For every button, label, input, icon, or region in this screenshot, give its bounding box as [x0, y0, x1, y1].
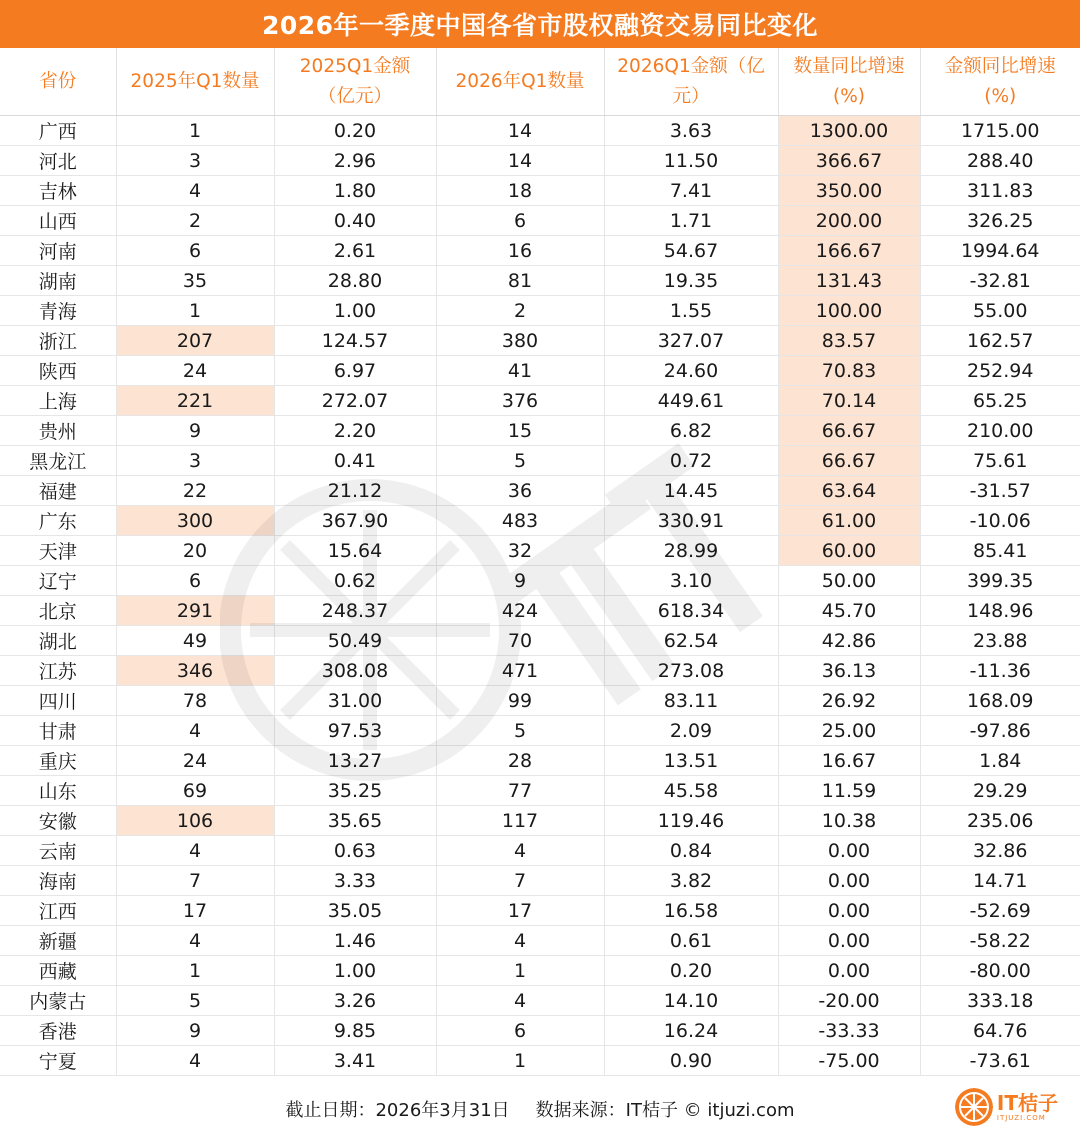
- table-cell: 65.25: [920, 386, 1080, 416]
- province-cell: 海南: [0, 866, 116, 896]
- table-cell: 19.35: [604, 266, 778, 296]
- table-row: [0, 206, 1080, 236]
- table-cell: 4: [116, 926, 274, 956]
- table-cell: 1.00: [274, 296, 436, 326]
- table-cell: 0.00: [778, 896, 920, 926]
- table-cell: 60.00: [778, 536, 920, 566]
- table-cell: 32.86: [920, 836, 1080, 866]
- column-header: [274, 48, 436, 116]
- table-cell: 35: [116, 266, 274, 296]
- table-cell: 6.97: [274, 356, 436, 386]
- table-cell: 327.07: [604, 326, 778, 356]
- table-cell: 131.43: [778, 266, 920, 296]
- table-cell: 54.67: [604, 236, 778, 266]
- province-cell: 河南: [0, 236, 116, 266]
- table-cell: 70: [436, 626, 604, 656]
- table-cell: 69: [116, 776, 274, 806]
- table-cell: 24: [116, 746, 274, 776]
- table-cell: 16.24: [604, 1016, 778, 1046]
- table-cell: 4: [116, 836, 274, 866]
- table-row: [0, 656, 1080, 686]
- table-cell: 75.61: [920, 446, 1080, 476]
- province-cell: 甘肃: [0, 716, 116, 746]
- table-cell: 3.41: [274, 1046, 436, 1076]
- table-cell: 36: [436, 476, 604, 506]
- table-cell: 16.58: [604, 896, 778, 926]
- table-cell: 99: [436, 686, 604, 716]
- table-cell: 0.20: [604, 956, 778, 986]
- table-cell: 2: [436, 296, 604, 326]
- table-cell: 3: [116, 146, 274, 176]
- table-cell: 29.29: [920, 776, 1080, 806]
- table-cell: 4: [436, 926, 604, 956]
- table-cell: 1: [116, 116, 274, 146]
- table-row: [0, 1046, 1080, 1076]
- table-cell: 18: [436, 176, 604, 206]
- table-row: [0, 446, 1080, 476]
- table-cell: 21.12: [274, 476, 436, 506]
- column-header-line: 2025Q1金额: [299, 55, 411, 77]
- table-row: [0, 716, 1080, 746]
- table-cell: 7: [436, 866, 604, 896]
- province-cell: 吉林: [0, 176, 116, 206]
- table-cell: 11.50: [604, 146, 778, 176]
- table-cell: 6: [436, 206, 604, 236]
- province-cell: 北京: [0, 596, 116, 626]
- table-cell: 1.71: [604, 206, 778, 236]
- province-cell: 湖北: [0, 626, 116, 656]
- column-header-line: 2026Q1金额（亿: [617, 55, 765, 77]
- table-cell: 17: [116, 896, 274, 926]
- table-row: [0, 1016, 1080, 1046]
- table-row: [0, 476, 1080, 506]
- logo-url: ITJUZI.COM: [996, 1113, 1046, 1122]
- table-cell: 50.00: [778, 566, 920, 596]
- table-cell: 2.61: [274, 236, 436, 266]
- table-cell: 4: [116, 716, 274, 746]
- table-cell: 288.40: [920, 146, 1080, 176]
- table-cell: 1715.00: [920, 116, 1080, 146]
- table-cell: 26.92: [778, 686, 920, 716]
- table-cell: -52.69: [920, 896, 1080, 926]
- table-cell: 4: [116, 176, 274, 206]
- province-cell: 内蒙古: [0, 986, 116, 1016]
- table-row: [0, 416, 1080, 446]
- data-table: [0, 48, 1080, 1076]
- table-cell: 55.00: [920, 296, 1080, 326]
- table-cell: 9.85: [274, 1016, 436, 1046]
- table-cell: 330.91: [604, 506, 778, 536]
- province-cell: 四川: [0, 686, 116, 716]
- table-cell: 0.84: [604, 836, 778, 866]
- table-cell: 14.71: [920, 866, 1080, 896]
- table-cell: 300: [116, 506, 274, 536]
- province-cell: 天津: [0, 536, 116, 566]
- table-row: [0, 866, 1080, 896]
- table-cell: 6: [116, 566, 274, 596]
- table-cell: 13.27: [274, 746, 436, 776]
- table-cell: 28.80: [274, 266, 436, 296]
- table-cell: 117: [436, 806, 604, 836]
- table-cell: 7: [116, 866, 274, 896]
- table-row: [0, 686, 1080, 716]
- province-cell: 贵州: [0, 416, 116, 446]
- table-cell: 3.82: [604, 866, 778, 896]
- table-cell: 35.25: [274, 776, 436, 806]
- header-row: [0, 48, 1080, 116]
- table-cell: 66.67: [778, 416, 920, 446]
- table-cell: 1.00: [274, 956, 436, 986]
- province-cell: 河北: [0, 146, 116, 176]
- table-cell: 424: [436, 596, 604, 626]
- table-cell: 16.67: [778, 746, 920, 776]
- table-cell: 66.67: [778, 446, 920, 476]
- table-row: [0, 986, 1080, 1016]
- province-cell: 上海: [0, 386, 116, 416]
- table-cell: 14: [436, 146, 604, 176]
- table-cell: 17: [436, 896, 604, 926]
- table-cell: 618.34: [604, 596, 778, 626]
- table-cell: 0.90: [604, 1046, 778, 1076]
- table-row: [0, 536, 1080, 566]
- table-cell: 221: [116, 386, 274, 416]
- table-cell: 7.41: [604, 176, 778, 206]
- table-row: [0, 506, 1080, 536]
- province-cell: 西藏: [0, 956, 116, 986]
- table-cell: 97.53: [274, 716, 436, 746]
- table-cell: 24.60: [604, 356, 778, 386]
- table-cell: 15.64: [274, 536, 436, 566]
- table-cell: 399.35: [920, 566, 1080, 596]
- table-cell: 1300.00: [778, 116, 920, 146]
- table-cell: 6: [436, 1016, 604, 1046]
- table-cell: 0.40: [274, 206, 436, 236]
- table-cell: 3.10: [604, 566, 778, 596]
- table-cell: 106: [116, 806, 274, 836]
- column-header: [778, 48, 920, 116]
- table-row: [0, 296, 1080, 326]
- table-cell: 49: [116, 626, 274, 656]
- table-cell: 9: [116, 1016, 274, 1046]
- province-cell: 广西: [0, 116, 116, 146]
- table-cell: 308.08: [274, 656, 436, 686]
- footer: [0, 1080, 1080, 1137]
- table-cell: 11.59: [778, 776, 920, 806]
- table-cell: 70.14: [778, 386, 920, 416]
- table-cell: 13.51: [604, 746, 778, 776]
- brand-logo: [955, 1088, 1058, 1126]
- table-cell: 0.63: [274, 836, 436, 866]
- table-cell: 3.63: [604, 116, 778, 146]
- table-row: [0, 896, 1080, 926]
- table-cell: 350.00: [778, 176, 920, 206]
- table-cell: 9: [436, 566, 604, 596]
- table-row: [0, 266, 1080, 296]
- table-cell: 2.09: [604, 716, 778, 746]
- table-cell: 28: [436, 746, 604, 776]
- table-cell: 3: [116, 446, 274, 476]
- table-cell: 45.70: [778, 596, 920, 626]
- province-cell: 重庆: [0, 746, 116, 776]
- table-cell: 4: [436, 986, 604, 1016]
- table-cell: 252.94: [920, 356, 1080, 386]
- table-row: [0, 356, 1080, 386]
- table-row: [0, 776, 1080, 806]
- column-header: [116, 48, 274, 116]
- table-cell: 36.13: [778, 656, 920, 686]
- table-cell: 0.41: [274, 446, 436, 476]
- table-cell: 166.67: [778, 236, 920, 266]
- table-row: [0, 626, 1080, 656]
- table-cell: 6.82: [604, 416, 778, 446]
- province-cell: 山东: [0, 776, 116, 806]
- table-row: [0, 326, 1080, 356]
- table-cell: 200.00: [778, 206, 920, 236]
- table-cell: 23.88: [920, 626, 1080, 656]
- table-cell: 31.00: [274, 686, 436, 716]
- table-row: [0, 236, 1080, 266]
- column-header-line: （亿元）: [317, 85, 392, 107]
- table-cell: 1.46: [274, 926, 436, 956]
- province-cell: 安徽: [0, 806, 116, 836]
- table-cell: 5: [436, 446, 604, 476]
- table-cell: 15: [436, 416, 604, 446]
- table-cell: 0.00: [778, 866, 920, 896]
- table-cell: 83.11: [604, 686, 778, 716]
- province-cell: 湖南: [0, 266, 116, 296]
- table-cell: 1: [436, 956, 604, 986]
- column-header-line: 2025年Q1数量: [130, 70, 260, 92]
- table-cell: 35.65: [274, 806, 436, 836]
- province-cell: 辽宁: [0, 566, 116, 596]
- table-body: [0, 116, 1080, 1076]
- table-cell: 124.57: [274, 326, 436, 356]
- table-cell: 346: [116, 656, 274, 686]
- table-row: [0, 176, 1080, 206]
- table-row: [0, 596, 1080, 626]
- table-cell: 2.96: [274, 146, 436, 176]
- province-cell: 福建: [0, 476, 116, 506]
- table-cell: 61.00: [778, 506, 920, 536]
- table-cell: 1.84: [920, 746, 1080, 776]
- table-cell: 333.18: [920, 986, 1080, 1016]
- table-row: [0, 146, 1080, 176]
- province-cell: 广东: [0, 506, 116, 536]
- table-cell: 45.58: [604, 776, 778, 806]
- table-cell: 1.55: [604, 296, 778, 326]
- table-cell: 62.54: [604, 626, 778, 656]
- table-cell: 0.00: [778, 956, 920, 986]
- column-header-line: 金额同比增速: [944, 55, 1056, 77]
- province-cell: 云南: [0, 836, 116, 866]
- province-cell: 黑龙江: [0, 446, 116, 476]
- province-cell: 新疆: [0, 926, 116, 956]
- table-cell: -11.36: [920, 656, 1080, 686]
- table-cell: 2: [116, 206, 274, 236]
- table-cell: -58.22: [920, 926, 1080, 956]
- table-row: [0, 566, 1080, 596]
- column-header: [920, 48, 1080, 116]
- table-cell: 2.20: [274, 416, 436, 446]
- table-cell: 0.62: [274, 566, 436, 596]
- table-cell: 273.08: [604, 656, 778, 686]
- table-cell: 78: [116, 686, 274, 716]
- table-cell: 168.09: [920, 686, 1080, 716]
- table-cell: 20: [116, 536, 274, 566]
- table-cell: 366.67: [778, 146, 920, 176]
- table-cell: 3.33: [274, 866, 436, 896]
- table-cell: 162.57: [920, 326, 1080, 356]
- table-cell: 367.90: [274, 506, 436, 536]
- table-cell: 0.72: [604, 446, 778, 476]
- table-cell: 380: [436, 326, 604, 356]
- table-cell: 235.06: [920, 806, 1080, 836]
- table-cell: 376: [436, 386, 604, 416]
- table-cell: -10.06: [920, 506, 1080, 536]
- table-cell: 291: [116, 596, 274, 626]
- table-cell: 1.80: [274, 176, 436, 206]
- column-header-line: 元）: [672, 85, 710, 107]
- table-cell: 471: [436, 656, 604, 686]
- table-cell: 5: [116, 986, 274, 1016]
- table-cell: 1: [116, 296, 274, 326]
- table-cell: 50.49: [274, 626, 436, 656]
- table-cell: 1: [436, 1046, 604, 1076]
- province-cell: 宁夏: [0, 1046, 116, 1076]
- table-cell: 25.00: [778, 716, 920, 746]
- table-cell: 311.83: [920, 176, 1080, 206]
- table-cell: 148.96: [920, 596, 1080, 626]
- table-cell: 1994.64: [920, 236, 1080, 266]
- data-source: 数据来源：IT桔子 © itjuzi.com: [535, 1099, 795, 1121]
- table-cell: 81: [436, 266, 604, 296]
- table-row: [0, 926, 1080, 956]
- table-row: [0, 116, 1080, 146]
- table-cell: -32.81: [920, 266, 1080, 296]
- table-cell: 16: [436, 236, 604, 266]
- table-cell: 4: [436, 836, 604, 866]
- logo-name: IT桔子: [996, 1090, 1058, 1115]
- column-header-line: (%): [984, 85, 1017, 107]
- table-cell: 41: [436, 356, 604, 386]
- table-cell: 1: [116, 956, 274, 986]
- table-cell: 24: [116, 356, 274, 386]
- table-cell: -31.57: [920, 476, 1080, 506]
- orange-slice-icon: [955, 1088, 993, 1126]
- table-cell: 28.99: [604, 536, 778, 566]
- table-cell: 483: [436, 506, 604, 536]
- table-cell: 63.64: [778, 476, 920, 506]
- table-cell: 449.61: [604, 386, 778, 416]
- column-header: [436, 48, 604, 116]
- column-header-line: (%): [832, 85, 865, 107]
- table-cell: 6: [116, 236, 274, 266]
- table-cell: -20.00: [778, 986, 920, 1016]
- table-cell: 119.46: [604, 806, 778, 836]
- table-cell: 10.38: [778, 806, 920, 836]
- table-cell: -75.00: [778, 1046, 920, 1076]
- table-cell: -73.61: [920, 1046, 1080, 1076]
- table-cell: 85.41: [920, 536, 1080, 566]
- table-cell: 248.37: [274, 596, 436, 626]
- table-cell: 64.76: [920, 1016, 1080, 1046]
- table-row: [0, 806, 1080, 836]
- table-cell: 0.20: [274, 116, 436, 146]
- column-header: [604, 48, 778, 116]
- table-cell: 100.00: [778, 296, 920, 326]
- table-cell: 3.26: [274, 986, 436, 1016]
- province-cell: 江西: [0, 896, 116, 926]
- table-cell: 77: [436, 776, 604, 806]
- table-cell: 9: [116, 416, 274, 446]
- cutoff-date: 截止日期：2026年3月31日: [285, 1099, 510, 1121]
- page-title: 2026年一季度中国各省市股权融资交易同比变化: [0, 0, 1080, 48]
- province-cell: 山西: [0, 206, 116, 236]
- table-cell: 83.57: [778, 326, 920, 356]
- table-row: [0, 386, 1080, 416]
- table-cell: 35.05: [274, 896, 436, 926]
- table-cell: 5: [436, 716, 604, 746]
- table-cell: 42.86: [778, 626, 920, 656]
- table-cell: -33.33: [778, 1016, 920, 1046]
- column-header-line: 省份: [39, 70, 77, 92]
- column-header-line: 2026年Q1数量: [455, 70, 585, 92]
- table-cell: 0.61: [604, 926, 778, 956]
- table-cell: 14.10: [604, 986, 778, 1016]
- column-header: [0, 48, 116, 116]
- table-cell: 0.00: [778, 836, 920, 866]
- table-cell: 22: [116, 476, 274, 506]
- table-row: [0, 836, 1080, 866]
- column-header-line: 数量同比增速: [793, 55, 905, 77]
- table-cell: -80.00: [920, 956, 1080, 986]
- table-cell: 70.83: [778, 356, 920, 386]
- table-cell: 0.00: [778, 926, 920, 956]
- table-cell: 207: [116, 326, 274, 356]
- province-cell: 浙江: [0, 326, 116, 356]
- table-cell: 272.07: [274, 386, 436, 416]
- province-cell: 江苏: [0, 656, 116, 686]
- table-cell: 4: [116, 1046, 274, 1076]
- table-cell: 326.25: [920, 206, 1080, 236]
- table-cell: 210.00: [920, 416, 1080, 446]
- table-cell: 14.45: [604, 476, 778, 506]
- table-cell: -97.86: [920, 716, 1080, 746]
- table-row: [0, 956, 1080, 986]
- table-cell: 14: [436, 116, 604, 146]
- province-cell: 青海: [0, 296, 116, 326]
- table-row: [0, 746, 1080, 776]
- province-cell: 陕西: [0, 356, 116, 386]
- province-cell: 香港: [0, 1016, 116, 1046]
- table-cell: 32: [436, 536, 604, 566]
